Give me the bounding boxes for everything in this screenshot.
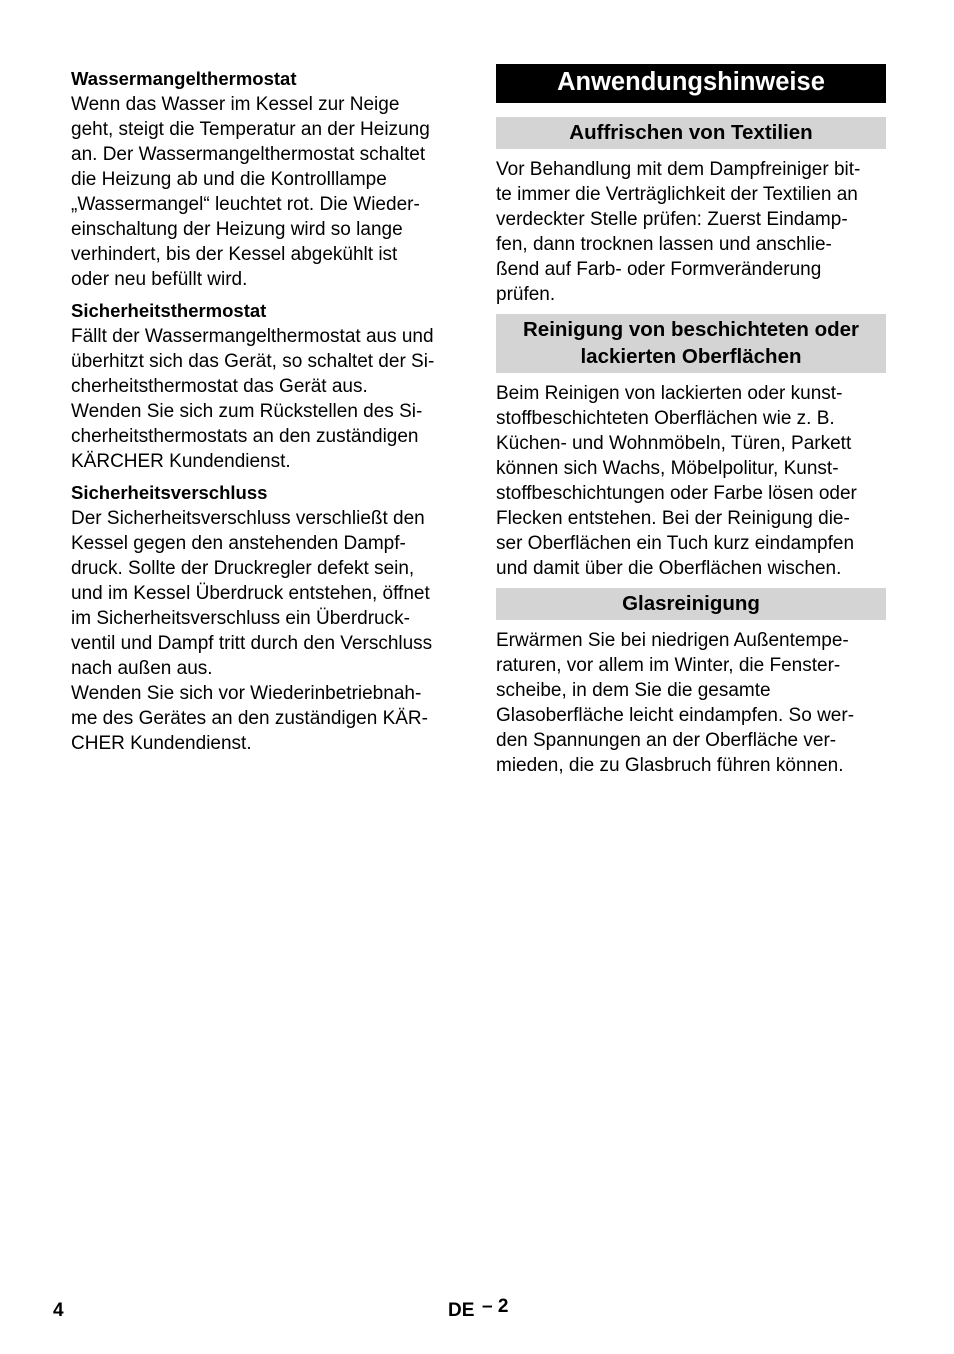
text-line: den Spannungen an der Oberfläche ver- xyxy=(496,730,837,751)
text-line: druck. Sollte der Druckregler defekt sein, xyxy=(71,558,415,579)
text-line: einschaltung der Heizung wird so lange xyxy=(71,219,403,240)
text-line: Küchen- und Wohnmöbeln, Türen, Parkett xyxy=(496,433,852,454)
text-line: an. Der Wassermangelthermostat schaltet xyxy=(71,144,426,165)
heading-line: Glasreinigung xyxy=(622,592,760,615)
footer-section-page: – 2 xyxy=(482,1296,509,1317)
text-line: ser Oberflächen ein Tuch kurz eindampfen xyxy=(496,533,855,554)
text-line: Beim Reinigen von lackierten oder kunst- xyxy=(496,383,843,404)
text-line: geht, steigt die Temperatur an der Heizung xyxy=(71,119,430,140)
text-line: Fällt der Wassermangelthermostat aus und xyxy=(71,326,434,347)
text-line: stoffbeschichtungen oder Farbe lösen oder xyxy=(496,483,857,504)
footer-language: DE xyxy=(448,1300,475,1321)
text-line: cherheitsthermostat das Gerät aus. xyxy=(71,376,368,397)
section-heading-auffrischen xyxy=(496,117,886,149)
paragraph-glasreinigung xyxy=(496,628,886,778)
text-line: Flecken entstehen. Bei der Reinigung die- xyxy=(496,508,850,529)
text-line: oder neu befüllt wird. xyxy=(71,269,248,290)
text-line: me des Gerätes an den zuständigen KÄR- xyxy=(71,708,428,729)
text-line: Wenden Sie sich zum Rückstellen des Si- xyxy=(71,401,423,422)
text-line: ßend auf Farb- oder Formveränderung xyxy=(496,259,822,280)
text-line: stoffbeschichteten Oberflächen wie z. B. xyxy=(496,408,835,429)
text-line: te immer die Verträglichkeit der Textilien an xyxy=(496,184,858,205)
section-heading-reinigung xyxy=(496,314,886,373)
text-line: verhindert, bis der Kessel abgekühlt ist xyxy=(71,244,398,265)
text-line: Wenden Sie sich vor Wiederinbetriebnah- xyxy=(71,683,422,704)
text-line: Kessel gegen den anstehenden Dampf- xyxy=(71,533,406,554)
text-line: können sich Wachs, Möbelpolitur, Kunst- xyxy=(496,458,839,479)
heading-line: Reinigung von beschichteten oder xyxy=(522,318,859,341)
page-number: 4 xyxy=(53,1300,64,1321)
text-line: nach außen aus. xyxy=(71,658,213,679)
text-line: prüfen. xyxy=(496,284,556,305)
text-line: fen, dann trocknen lassen und anschlie- xyxy=(496,234,832,255)
section-wassermangelthermostat xyxy=(71,68,461,292)
text-line: Vor Behandlung mit dem Dampfreiniger bit- xyxy=(496,159,861,180)
text-line: KÄRCHER Kundendienst. xyxy=(71,451,291,472)
text-line: Glasoberfläche leicht eindampfen. So wer- xyxy=(496,705,855,726)
section-heading-glasreinigung xyxy=(496,588,886,620)
text-line: und im Kessel Überdruck entstehen, öffnet xyxy=(71,583,430,604)
section-heading: Wassermangelthermostat xyxy=(71,68,297,89)
text-line: die Heizung ab und die Kontrolllampe xyxy=(71,169,387,190)
text-line: verdeckter Stelle prüfen: Zuerst Eindamp- xyxy=(496,209,848,230)
text-line: Wenn das Wasser im Kessel zur Neige xyxy=(71,94,400,115)
right-column xyxy=(496,64,886,785)
left-column xyxy=(71,64,461,764)
text-line: im Sicherheitsverschluss ein Überdruck- xyxy=(71,608,410,629)
paragraph-auffrischen xyxy=(496,157,886,307)
heading-line: lackierten Oberflächen xyxy=(580,345,802,368)
heading-line: Auffrischen von Textilien xyxy=(569,121,813,144)
text-line: „Wassermangel“ leuchtet rot. Die Wieder- xyxy=(71,194,420,215)
section-sicherheitsverschluss xyxy=(71,482,461,756)
text-line: und damit über die Oberflächen wischen. xyxy=(496,558,842,579)
text-line: Erwärmen Sie bei niedrigen Außentempe- xyxy=(496,630,849,651)
section-sicherheitsthermostat xyxy=(71,300,461,474)
text-line: ventil und Dampf tritt durch den Verschluss xyxy=(71,633,433,654)
text-line: cherheitsthermostats an den zuständigen xyxy=(71,426,419,447)
paragraph-reinigung xyxy=(496,381,886,581)
text-line: scheibe, in dem Sie die gesamte xyxy=(496,680,771,701)
text-line: CHER Kundendienst. xyxy=(71,733,252,754)
text-line: raturen, vor allem im Winter, die Fenster- xyxy=(496,655,841,676)
text-line: überhitzt sich das Gerät, so schaltet der Si- xyxy=(71,351,435,372)
text-line: mieden, die zu Glasbruch führen können. xyxy=(496,755,844,776)
section-heading: Sicherheitsverschluss xyxy=(71,482,268,503)
chapter-title: Anwendungshinweise xyxy=(496,64,886,103)
text-line: Der Sicherheitsverschluss verschließt den xyxy=(71,508,425,529)
section-heading: Sicherheitsthermostat xyxy=(71,300,267,321)
